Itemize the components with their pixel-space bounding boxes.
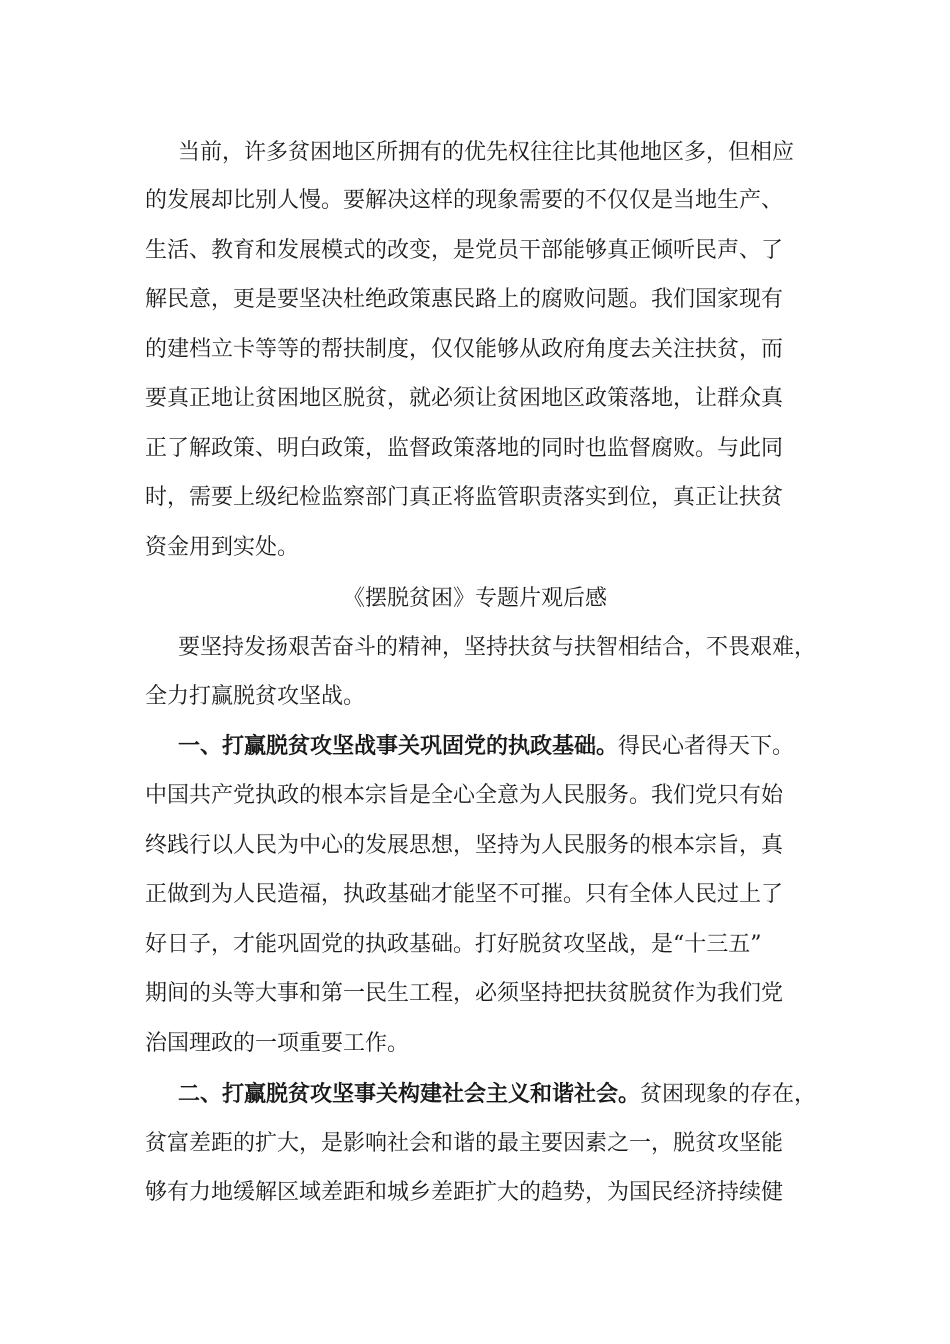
paragraph-line: 全力打赢脱贫攻坚战。 [145,684,366,709]
paragraph-line: 时，需要上级纪检监察部门真正将监管职责落实到位，真正让扶贫 [145,485,784,510]
paragraph-line: 资金用到实处。 [145,535,300,560]
section-title: 《摆脱贫困》专题片观后感 [342,586,607,611]
paragraph-line: 解民意，更是要坚决杜绝政策惠民路上的腐败问题。我们国家现有 [145,287,784,312]
paragraph-line: 治国理政的一项重要工作。 [145,1031,410,1056]
paragraph-line: 生活、教育和发展模式的改变，是党员干部能够真正倾听民声、了 [145,238,784,263]
paragraph-line: 要坚持发扬艰苦奋斗的精神，坚持扶贫与扶智相结合，不畏艰难， [178,635,817,660]
paragraph-line: 终践行以人民为中心的发展思想，坚持为人民服务的根本宗旨，真 [145,833,784,858]
paragraph-first-line [178,732,858,762]
point-heading: 二、打赢脱贫攻坚事关构建社会主义和谐社会。 [178,1082,641,1107]
paragraph-line: 中国共产党执政的根本宗旨是全心全意为人民服务。我们党只有始 [145,783,784,808]
paragraph-text: 得民心者得天下。 [618,734,795,759]
paragraph-line: 贫富差距的扩大，是影响社会和谐的最主要因素之一，脱贫攻坚能 [145,1131,784,1156]
paragraph-line: 好日子，才能巩固党的执政基础。打好脱贫攻坚战，是“十三五” [145,932,762,957]
paragraph-line: 正了解政策、明白政策，监督政策落地的同时也监督腐败。与此同 [145,436,784,461]
paragraph-line: 要真正地让贫困地区脱贫，就必须让贫困地区政策落地，让群众真 [145,386,784,411]
paragraph-first-line [178,1080,858,1110]
paragraph-line: 的发展却比别人慢。要解决这样的现象需要的不仅仅是当地生产、 [145,188,784,213]
paragraph-line: 够有力地缓解区域差距和城乡差距扩大的趋势，为国民经济持续健 [145,1180,784,1205]
paragraph-text: 贫困现象的存在， [640,1082,817,1107]
paragraph-line: 正做到为人民造福，执政基础才能坚不可摧。只有全体人民过上了 [145,882,784,907]
point-heading: 一、打赢脱贫攻坚战事关巩固党的执政基础。 [178,734,619,759]
paragraph-line: 期间的头等大事和第一民生工程，必须坚持把扶贫脱贫作为我们党 [145,981,784,1006]
paragraph-line: 的建档立卡等等的帮扶制度，仅仅能够从政府角度去关注扶贫，而 [145,337,784,362]
paragraph-line: 当前，许多贫困地区所拥有的优先权往往比其他地区多，但相应 [178,140,795,165]
